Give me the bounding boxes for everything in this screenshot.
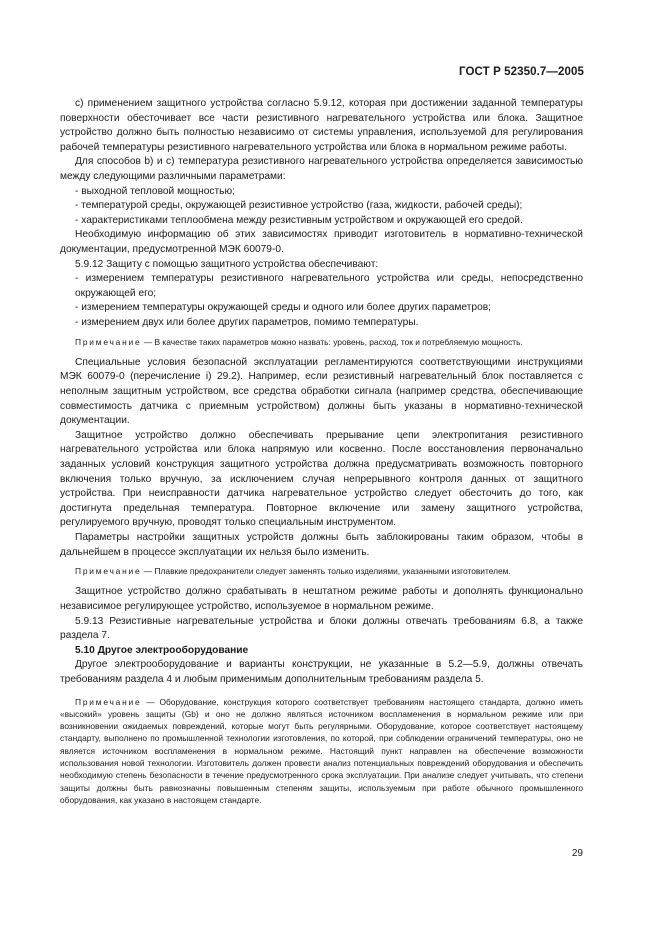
paragraph: Для способов b) и с) температура резистивного нагревательного устройства определяется зависимостью между следующими различными параметрами: xyxy=(60,156,583,182)
note xyxy=(60,336,583,348)
note xyxy=(60,565,583,577)
list-item: - измерением двух или более других параметров, помимо температуры. xyxy=(75,316,419,328)
paragraph: Специальные условия безопасной эксплуатации регламентируются соответствующими инструкциями МЭК 60079-0 (перечисление i) 29.2). Например, если резистивный нагревательный блок поставляется с неполным защитным устройством, все средства обработки сигнала (например средства, обеспечивающие совместимость датчика с приемным устройством) должны быть указаны в нормативно-технической документации. xyxy=(60,356,583,427)
clause-5-9-13: 5.9.13 Резистивные нагревательные устройства и блоки должны отвечать требованиям 6.8, а также раздела 7. xyxy=(60,615,583,642)
note-label: Примечание xyxy=(75,336,142,347)
clause-5-9-12: 5.9.12 Защиту с помощью защитного устройства обеспечивают: xyxy=(75,258,379,270)
section-heading: 5.10 Другое электрооборудование xyxy=(75,644,249,656)
note-label: Примечание xyxy=(75,566,142,577)
note-text: — Оборудование, конструкция которого соответствует требованиям настоящего стандарта, должно иметь «высокий» уровень защиты (Gb) и оно не должно являться источником воспламенения в нормальном режиме или при возникновении ожидаемых повреждений, которые могут быть регулярными. Оборудование, которое соответствует настоящему стандарту, выполнено по промышленной технологии изготовления, по которой, при соблюдении ограничений температуры, оно не является источником воспламенения в нормальном режиме. Настоящий пункт направлен на обеспечение возможности использования новой технологии. Изготовитель должен провести анализ потенциальных повреждений оборудования и обеспечить необходимую степень безопасности в течение предусмотренного срока эксплуатации. При анализе следует учитывать, что степени защиты должны быть равнозначны повышенным степеням защиты, используемым при работе обычного промышленного оборудования, как указано в настоящем стандарте. xyxy=(60,696,583,805)
page-number: 29 xyxy=(571,848,583,859)
list-item: - характеристиками теплообмена между резистивным устройством и окружающей его средой. xyxy=(75,214,523,226)
paragraph: Другое электрооборудование и варианты конструкции, не указанные в 5.2—5.9, должны отвечать требованиям раздела 4 и любым применимым дополнительным требованиям раздела 5. xyxy=(60,659,583,685)
note-label: Примечание xyxy=(75,696,142,707)
page-content xyxy=(60,97,583,806)
list-item: - выходной тепловой мощностью; xyxy=(75,185,235,197)
paragraph: с) применением защитного устройства согласно 5.9.12, которая при достижении заданной температуры поверхности обесточивает все части резистивного нагревательного устройства или блока. Защитное устройство должно быть полностью независимо от системы управления, используемой для регулирования рабочей температуры резистивного нагревательного устройства или блока в нормальном режиме работы. xyxy=(60,98,583,153)
list-item: - температурой среды, окружающей резистивное устройство (газа, жидкости, рабочей среды); xyxy=(75,200,523,212)
note xyxy=(60,696,583,807)
paragraph: Параметры настройки защитных устройств должны быть заблокированы таким образом, чтобы в дальнейшем в процессе эксплуатации их нельзя было изменить. xyxy=(60,531,583,558)
paragraph: Защитное устройство должно обеспечивать прерывание цепи электропитания резистивного нагревательного устройства или блока напрямую или косвенно. После восстановления первоначально заданных условий конструкция защитного устройства должна предусматривать возможность повторного включения только вручную, за исключением случая непрерывного контроля данных от защитного устройства. При неисправности датчика нагревательное устройство следует обесточить до того, как достигнута предельная температура. Повторное включение или замену защитного устройства, регулируемого вручную, проводят только специальным инструментом. xyxy=(60,429,583,529)
list-item: - измерением температуры резистивного нагревательного устройства или среды, непосредственно окружающей его; xyxy=(75,273,583,299)
paragraph: Необходимую информацию об этих зависимостях приводит изготовитель в нормативно-технической документации, предусмотренной МЭК 60079-0. xyxy=(60,229,583,255)
list-item: - измерением температуры окружающей среды и одного или более других параметров; xyxy=(75,302,491,314)
note-text: — В качестве таких параметров можно назвать: уровень, расход, ток и потребляемую мощность. xyxy=(141,336,523,347)
note-text: — Плавкие предохранители следует заменять только изделиями, указанными изготовителем. xyxy=(141,566,511,577)
standard-header: ГОСТ Р 52350.7—2005 xyxy=(459,66,584,78)
paragraph: Защитное устройство должно срабатывать в нештатном режиме работы и дополнять функционально независимое регулирующее устройство, используемое в нормальном режиме. xyxy=(60,586,583,612)
